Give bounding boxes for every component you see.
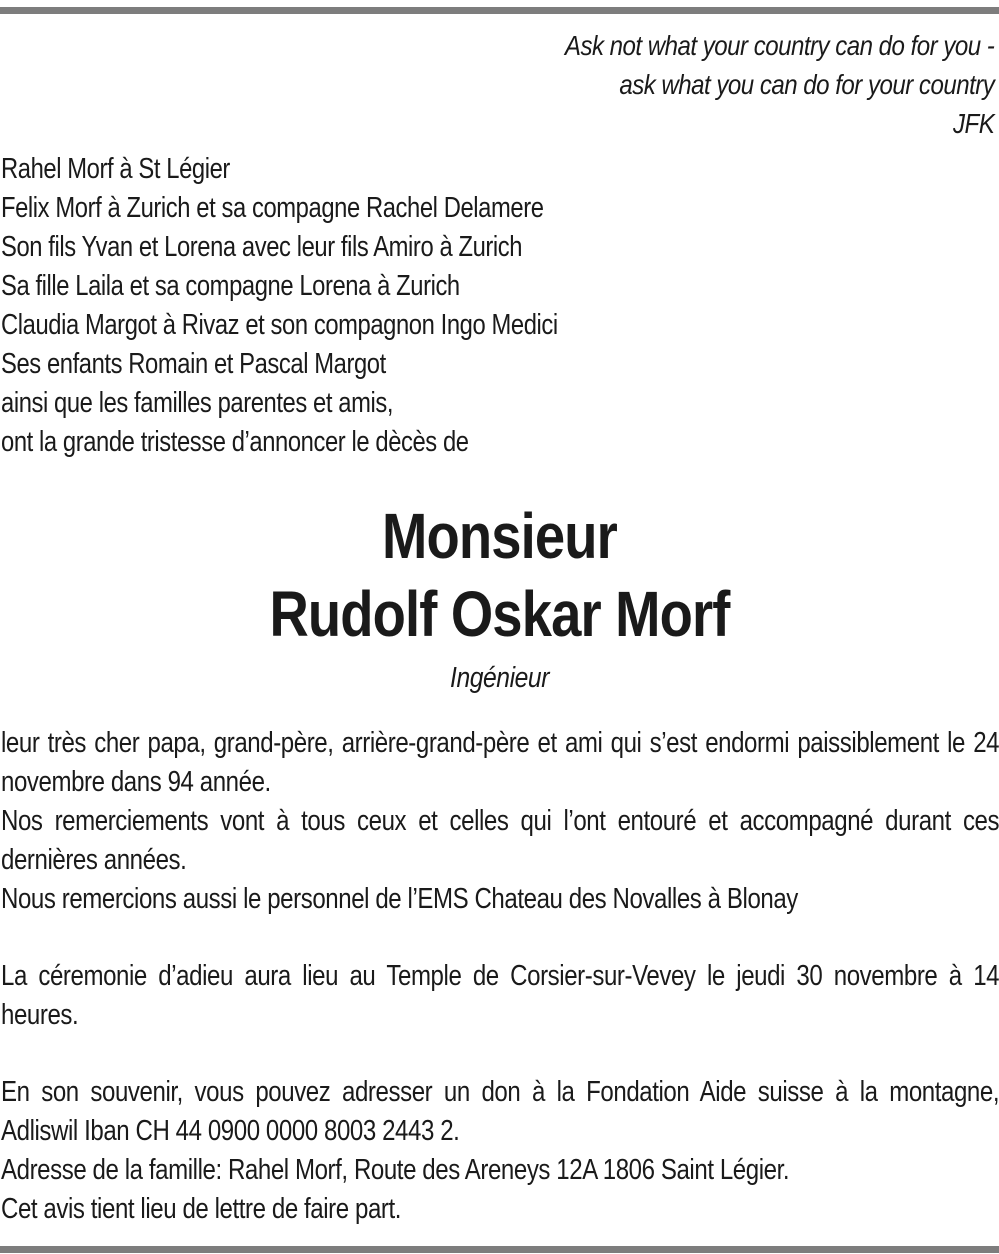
top-border-rule <box>0 7 999 14</box>
quote-line-1: Ask not what your country can do for you - <box>564 30 994 61</box>
notice-line: Cet avis tient lieu de lettre de faire part. <box>1 1193 402 1225</box>
donation-section <box>1 1073 999 1229</box>
family-list <box>1 150 558 462</box>
quote-author: JFK <box>952 108 994 139</box>
announcement-line: ont la grande tristesse d’annoncer le dècès de <box>1 426 469 458</box>
tribute-paragraph: leur très cher papa, grand-père, arrière-grand-père et ami qui s’est endormi paissiblement le 24 novembre dans 94 année. <box>1 727 999 798</box>
family-line: Son fils Yvan et Lorena avec leur fils Amiro à Zurich <box>1 231 523 263</box>
ceremony-paragraph: La céremonie d’adieu aura lieu au Temple de Corsier-sur-Vevey le jeudi 30 novembre à 14 heures. <box>1 960 999 1031</box>
family-line: Rahel Morf à St Légier <box>1 153 230 185</box>
honorific: Monsieur <box>382 500 617 572</box>
donation-paragraph: En son souvenir, vous pouvez adresser un don à la Fondation Aide suisse à la montagne, Adliswil Iban CH 44 0900 0000 8003 2443 2. <box>1 1076 999 1147</box>
deceased-name-block <box>0 497 999 698</box>
ceremony-section <box>1 957 999 1035</box>
quote-line-2: ask what you can do for your country <box>619 69 994 100</box>
bottom-border-rule <box>0 1246 999 1253</box>
family-line: Ses enfants Romain et Pascal Margot <box>1 348 386 380</box>
family-address: Adresse de la famille: Rahel Morf, Route des Areneys 12A 1806 Saint Légier. <box>1 1154 790 1186</box>
deceased-name: Rudolf Oskar Morf <box>269 578 730 650</box>
tribute-section <box>1 724 999 919</box>
thanks-paragraph: Nos remerciements vont à tous ceux et celles qui l’ont entouré et accompagné durant ces dernières années. <box>1 805 999 876</box>
family-line: Claudia Margot à Rivaz et son compagnon Ingo Medici <box>1 309 558 341</box>
profession: Ingénieur <box>450 662 549 694</box>
family-line: Felix Morf à Zurich et sa compagne Rachel Delamere <box>1 192 544 224</box>
jfk-quote <box>565 26 994 143</box>
family-line: Sa fille Laila et sa compagne Lorena à Zurich <box>1 270 460 302</box>
family-line: ainsi que les familles parentes et amis, <box>1 387 394 419</box>
thanks-ems-line: Nous remercions aussi le personnel de l’EMS Chateau des Novalles à Blonay <box>1 883 798 915</box>
